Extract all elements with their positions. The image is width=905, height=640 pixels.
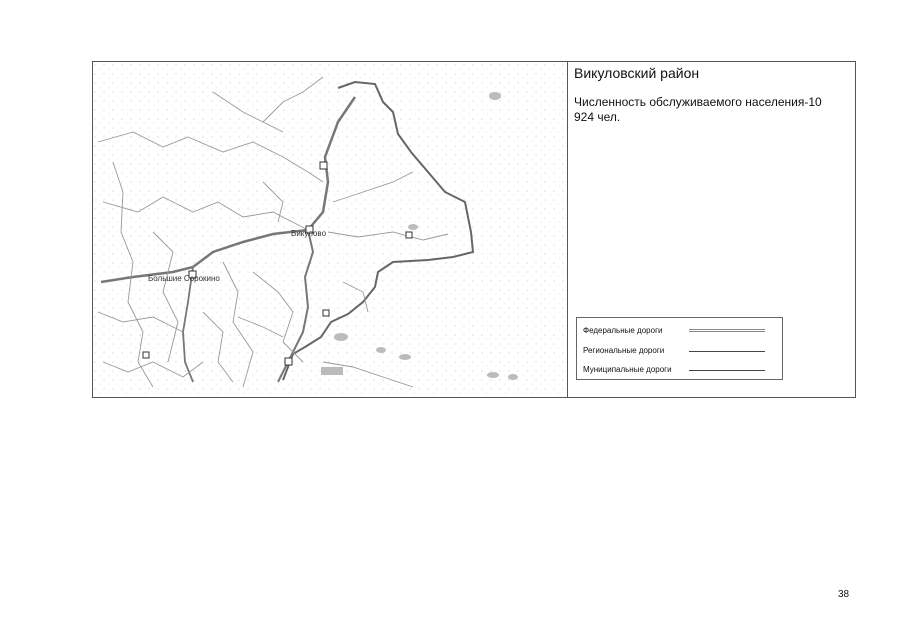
road-map-svg — [93, 62, 567, 397]
legend-municipal-line — [689, 370, 765, 371]
label-vikulovo: Викулово — [291, 229, 327, 238]
legend-federal-line — [689, 329, 765, 332]
legend-municipal — [583, 365, 779, 377]
legend-municipal-label: Муниципальные дороги — [583, 365, 672, 374]
info-panel — [568, 62, 855, 397]
legend-regional-line — [689, 351, 765, 352]
map-frame — [92, 61, 856, 398]
page-number: 38 — [838, 589, 850, 600]
label-bolshie-sorokino: Большие Сорокино — [148, 274, 220, 283]
legend-regional-label: Региональные дороги — [583, 346, 665, 355]
district-map — [93, 62, 568, 397]
legend-regional — [583, 346, 779, 358]
population-text: Численность обслуживаемого населения-10 924 чел. — [574, 95, 822, 124]
legend-federal — [583, 326, 779, 338]
legend-federal-label: Федеральные дороги — [583, 326, 663, 335]
map-legend — [576, 317, 783, 380]
district-title: Викуловский район — [574, 65, 700, 81]
